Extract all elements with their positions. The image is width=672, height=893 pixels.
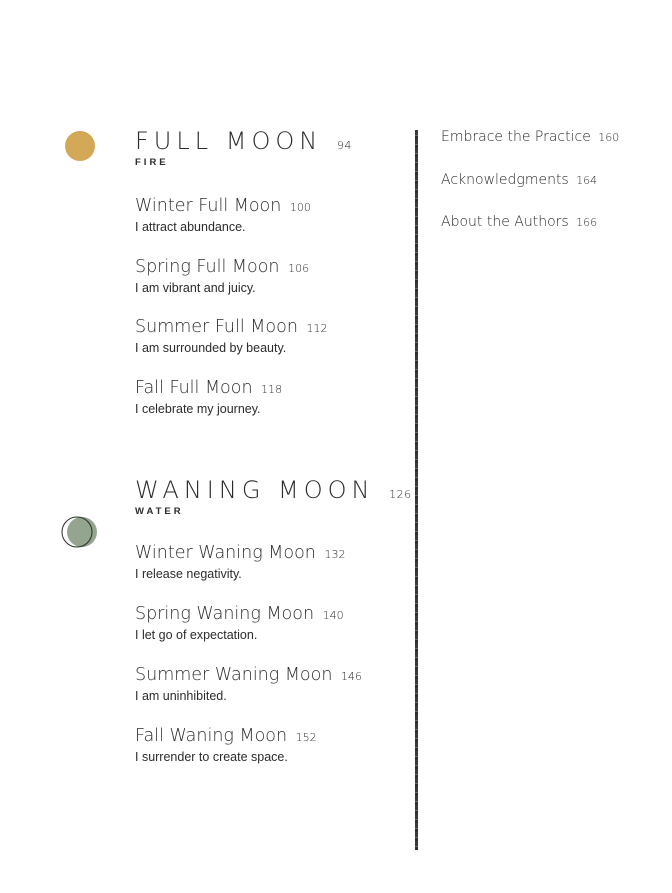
toc-entry-about-the-authors[interactable] [441, 214, 597, 230]
entry-title: Fall Waning Moon [135, 726, 288, 746]
toc-entry-winter-waning-moon[interactable] [135, 542, 345, 582]
entry-page-number: 146 [341, 670, 363, 683]
section-title-text: FULL MOON [135, 127, 323, 155]
element-label-fire: FIRE [135, 157, 169, 168]
entry-page-number: 106 [288, 262, 310, 275]
entry-title: Spring Waning Moon [135, 604, 315, 624]
toc-entry-summer-full-moon[interactable] [135, 316, 328, 356]
section-title-text: WANING MOON [135, 476, 375, 504]
toc-entry-winter-full-moon[interactable] [135, 195, 311, 235]
entry-affirmation: I attract abundance. [135, 220, 246, 234]
entry-title: About the Authors [441, 214, 569, 230]
entry-title: Summer Waning Moon [135, 665, 333, 685]
toc-entry-spring-full-moon[interactable] [135, 256, 309, 296]
entry-affirmation: I am vibrant and juicy. [135, 281, 256, 295]
toc-entry-embrace-the-practice[interactable] [441, 129, 619, 145]
full-moon-icon [64, 130, 96, 162]
waning-moon-icon [60, 514, 100, 550]
entry-title: Fall Full Moon [135, 378, 253, 398]
section-page-number: 126 [389, 488, 412, 501]
full-moon-disc [65, 131, 95, 161]
element-label-water: WATER [135, 506, 184, 517]
column-divider [415, 130, 418, 850]
section-title-waning-moon[interactable] [135, 476, 412, 504]
toc-entry-spring-waning-moon[interactable] [135, 603, 344, 643]
entry-affirmation: I release negativity. [135, 567, 242, 581]
entry-title: Embrace the Practice [441, 129, 591, 145]
entry-page-number: 164 [576, 174, 598, 187]
entry-page-number: 140 [322, 609, 344, 622]
entry-title: Summer Full Moon [135, 317, 298, 337]
entry-title: Acknowledgments [441, 172, 569, 188]
entry-affirmation: I celebrate my journey. [135, 402, 261, 416]
toc-entry-fall-waning-moon[interactable] [135, 725, 317, 765]
entry-affirmation: I am surrounded by beauty. [135, 341, 287, 355]
toc-entry-summer-waning-moon[interactable] [135, 664, 362, 704]
toc-entry-acknowledgments[interactable] [441, 172, 597, 188]
entry-title: Spring Full Moon [135, 257, 280, 277]
entry-title: Winter Full Moon [135, 196, 282, 216]
entry-affirmation: I am uninhibited. [135, 689, 227, 703]
entry-page-number: 100 [289, 201, 311, 214]
entry-title: Winter Waning Moon [135, 543, 316, 563]
entry-page-number: 166 [576, 216, 598, 229]
entry-page-number: 160 [598, 131, 620, 144]
section-page-number: 94 [336, 139, 352, 152]
entry-affirmation: I let go of expectation. [135, 628, 258, 642]
section-title-full-moon[interactable] [135, 127, 352, 155]
entry-affirmation: I surrender to create space. [135, 750, 288, 764]
entry-page-number: 112 [306, 322, 328, 335]
toc-entry-fall-full-moon[interactable] [135, 377, 282, 417]
entry-page-number: 152 [295, 731, 317, 744]
entry-page-number: 132 [324, 548, 346, 561]
entry-page-number: 118 [261, 383, 283, 396]
